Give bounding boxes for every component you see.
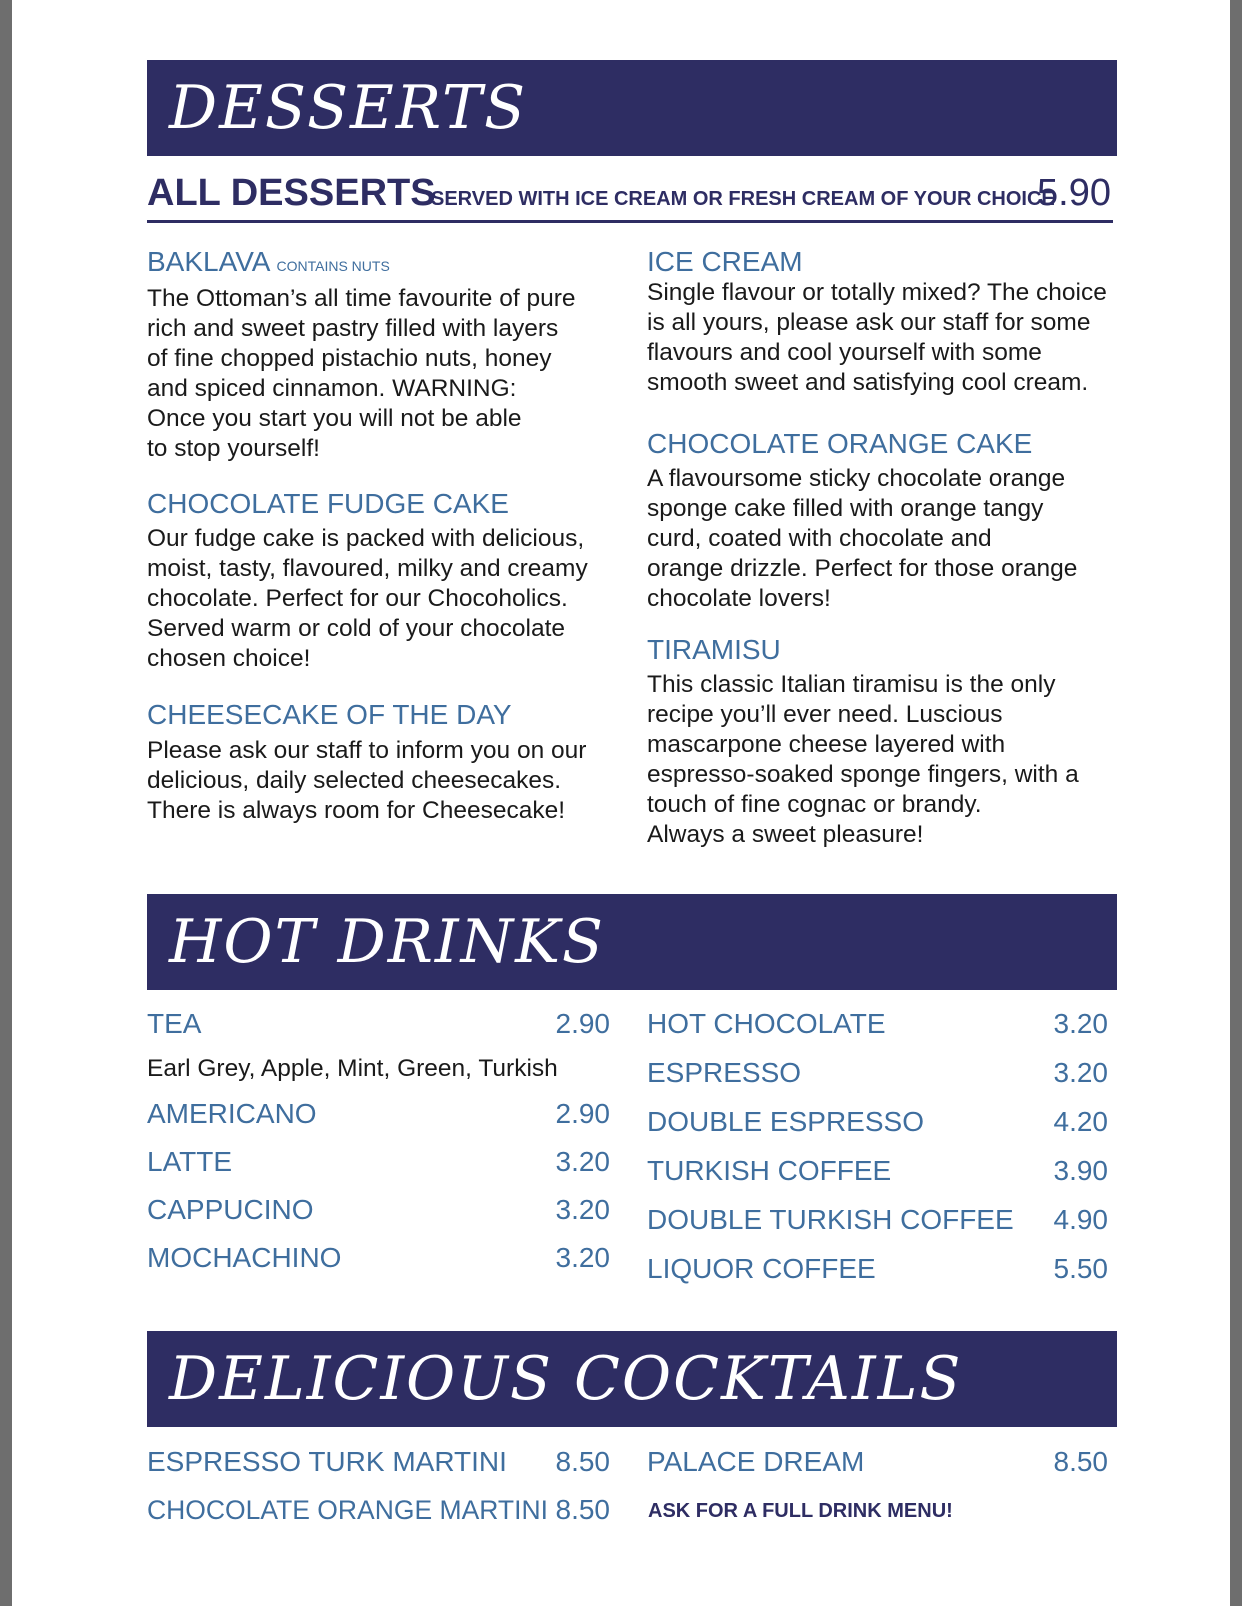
all-desserts-title: ALL DESSERTS	[147, 172, 436, 214]
drink-price: 3.20	[555, 1194, 610, 1225]
dessert-name: TIRAMISU	[647, 634, 781, 665]
drink-name: TEA	[147, 1008, 202, 1039]
dessert-name-baklava	[147, 246, 390, 282]
drink-price: 3.20	[555, 1146, 610, 1177]
drink-name: MOCHACHINO	[147, 1242, 342, 1273]
drink-row	[147, 1240, 610, 1276]
drink-name: AMERICANO	[147, 1098, 317, 1129]
drink-price: 3.90	[1053, 1155, 1108, 1186]
dessert-name: CHOCOLATE FUDGE CAKE	[147, 488, 509, 519]
menu-page	[12, 0, 1230, 1606]
dessert-description: Our fudge cake is packed with delicious, moist, tasty, flavoured, milky and creamy chocolate. Perfect for our Chocoholics. Served warm or cold of your chocolate chosen choice!	[147, 525, 588, 672]
drink-price: 2.90	[555, 1008, 610, 1039]
cocktail-price: 8.50	[1053, 1446, 1108, 1477]
dessert-description: Single flavour or totally mixed? The choice is all yours, please ask our staff for some flavours and cool yourself with some smooth sweet and satisfying cool cream.	[647, 279, 1107, 396]
all-desserts-row	[147, 168, 1113, 223]
drink-name: ESPRESSO	[647, 1057, 802, 1088]
drink-row	[147, 1096, 610, 1132]
drink-price: 2.90	[555, 1098, 610, 1129]
dessert-note: CONTAINS NUTS	[276, 258, 390, 274]
dessert-name: CHOCOLATE ORANGE CAKE	[647, 428, 1033, 459]
cocktail-price: 8.50	[555, 1446, 610, 1477]
dessert-description: The Ottoman’s all time favourite of pure rich and sweet pastry filled with layers of fine chopped pistachio nuts, honey and spiced cinnamon. WARNING: Once you start you will not be able to stop yourself!	[147, 285, 576, 462]
dessert-description: Please ask our staff to inform you on our delicious, daily selected cheesecakes. There is always room for Cheesecake!	[147, 737, 587, 824]
drink-price: 3.20	[1053, 1008, 1108, 1039]
drink-name: CAPPUCINO	[147, 1194, 314, 1225]
dessert-name: ICE CREAM	[647, 246, 803, 277]
drink-price: 4.20	[1053, 1106, 1108, 1137]
all-desserts-price: 5.90	[1037, 172, 1111, 214]
hot-drinks-banner	[147, 894, 1117, 990]
tea-options: Earl Grey, Apple, Mint, Green, Turkish	[147, 1055, 558, 1082]
drink-name: LIQUOR COFFEE	[647, 1253, 876, 1284]
drink-price: 4.90	[1053, 1204, 1108, 1235]
dessert-name: BAKLAVA	[147, 246, 271, 277]
full-drink-menu-note: ASK FOR A FULL DRINK MENU!	[648, 1500, 953, 1522]
cocktail-name: CHOCOLATE ORANGE MARTINI	[147, 1495, 548, 1525]
drink-row	[147, 1006, 610, 1042]
drink-row	[647, 1104, 1108, 1140]
drink-row	[647, 1006, 1108, 1042]
all-desserts-subtitle: SERVED WITH ICE CREAM OR FRESH CREAM OF YOUR CHOICE	[431, 188, 1055, 210]
drink-name: TURKISH COFFEE	[647, 1155, 892, 1186]
cocktail-row	[647, 1444, 1108, 1480]
cocktail-name: ESPRESSO TURK MARTINI	[147, 1446, 507, 1477]
drink-price: 3.20	[1053, 1057, 1108, 1088]
cocktails-banner	[147, 1331, 1117, 1427]
cocktail-name: PALACE DREAM	[647, 1446, 865, 1477]
dessert-description: A flavoursome sticky chocolate orange sponge cake filled with orange tangy curd, coated with chocolate and orange drizzle. Perfect for those orange chocolate lovers!	[647, 465, 1078, 612]
cocktail-row	[147, 1492, 610, 1528]
cocktails-heading: DELICIOUS COCKTAILS	[169, 1344, 963, 1414]
drink-name: DOUBLE ESPRESSO	[647, 1106, 924, 1137]
cocktail-price: 8.50	[555, 1494, 610, 1525]
drink-row	[647, 1055, 1108, 1091]
drink-row	[147, 1192, 610, 1228]
dessert-name: CHEESECAKE OF THE DAY	[147, 699, 512, 730]
desserts-heading: DESSERTS	[169, 73, 528, 143]
desserts-banner	[147, 60, 1117, 156]
drink-name: HOT CHOCOLATE	[647, 1008, 886, 1039]
hot-drinks-heading: HOT DRINKS	[169, 907, 606, 977]
cocktail-row	[147, 1444, 610, 1480]
drink-row	[647, 1202, 1108, 1238]
drink-price: 5.50	[1053, 1253, 1108, 1284]
drink-row	[147, 1144, 610, 1180]
dessert-description: This classic Italian tiramisu is the only recipe you’ll ever need. Luscious mascarpone cheese layered with espresso-soaked sponge fingers, with a touch of fine cognac or brandy. Always a sweet pleasure!	[647, 671, 1079, 848]
drink-row	[647, 1153, 1108, 1189]
drink-name: LATTE	[147, 1146, 233, 1177]
drink-price: 3.20	[555, 1242, 610, 1273]
drink-name: DOUBLE TURKISH COFFEE	[647, 1204, 1014, 1235]
drink-row	[647, 1251, 1108, 1287]
